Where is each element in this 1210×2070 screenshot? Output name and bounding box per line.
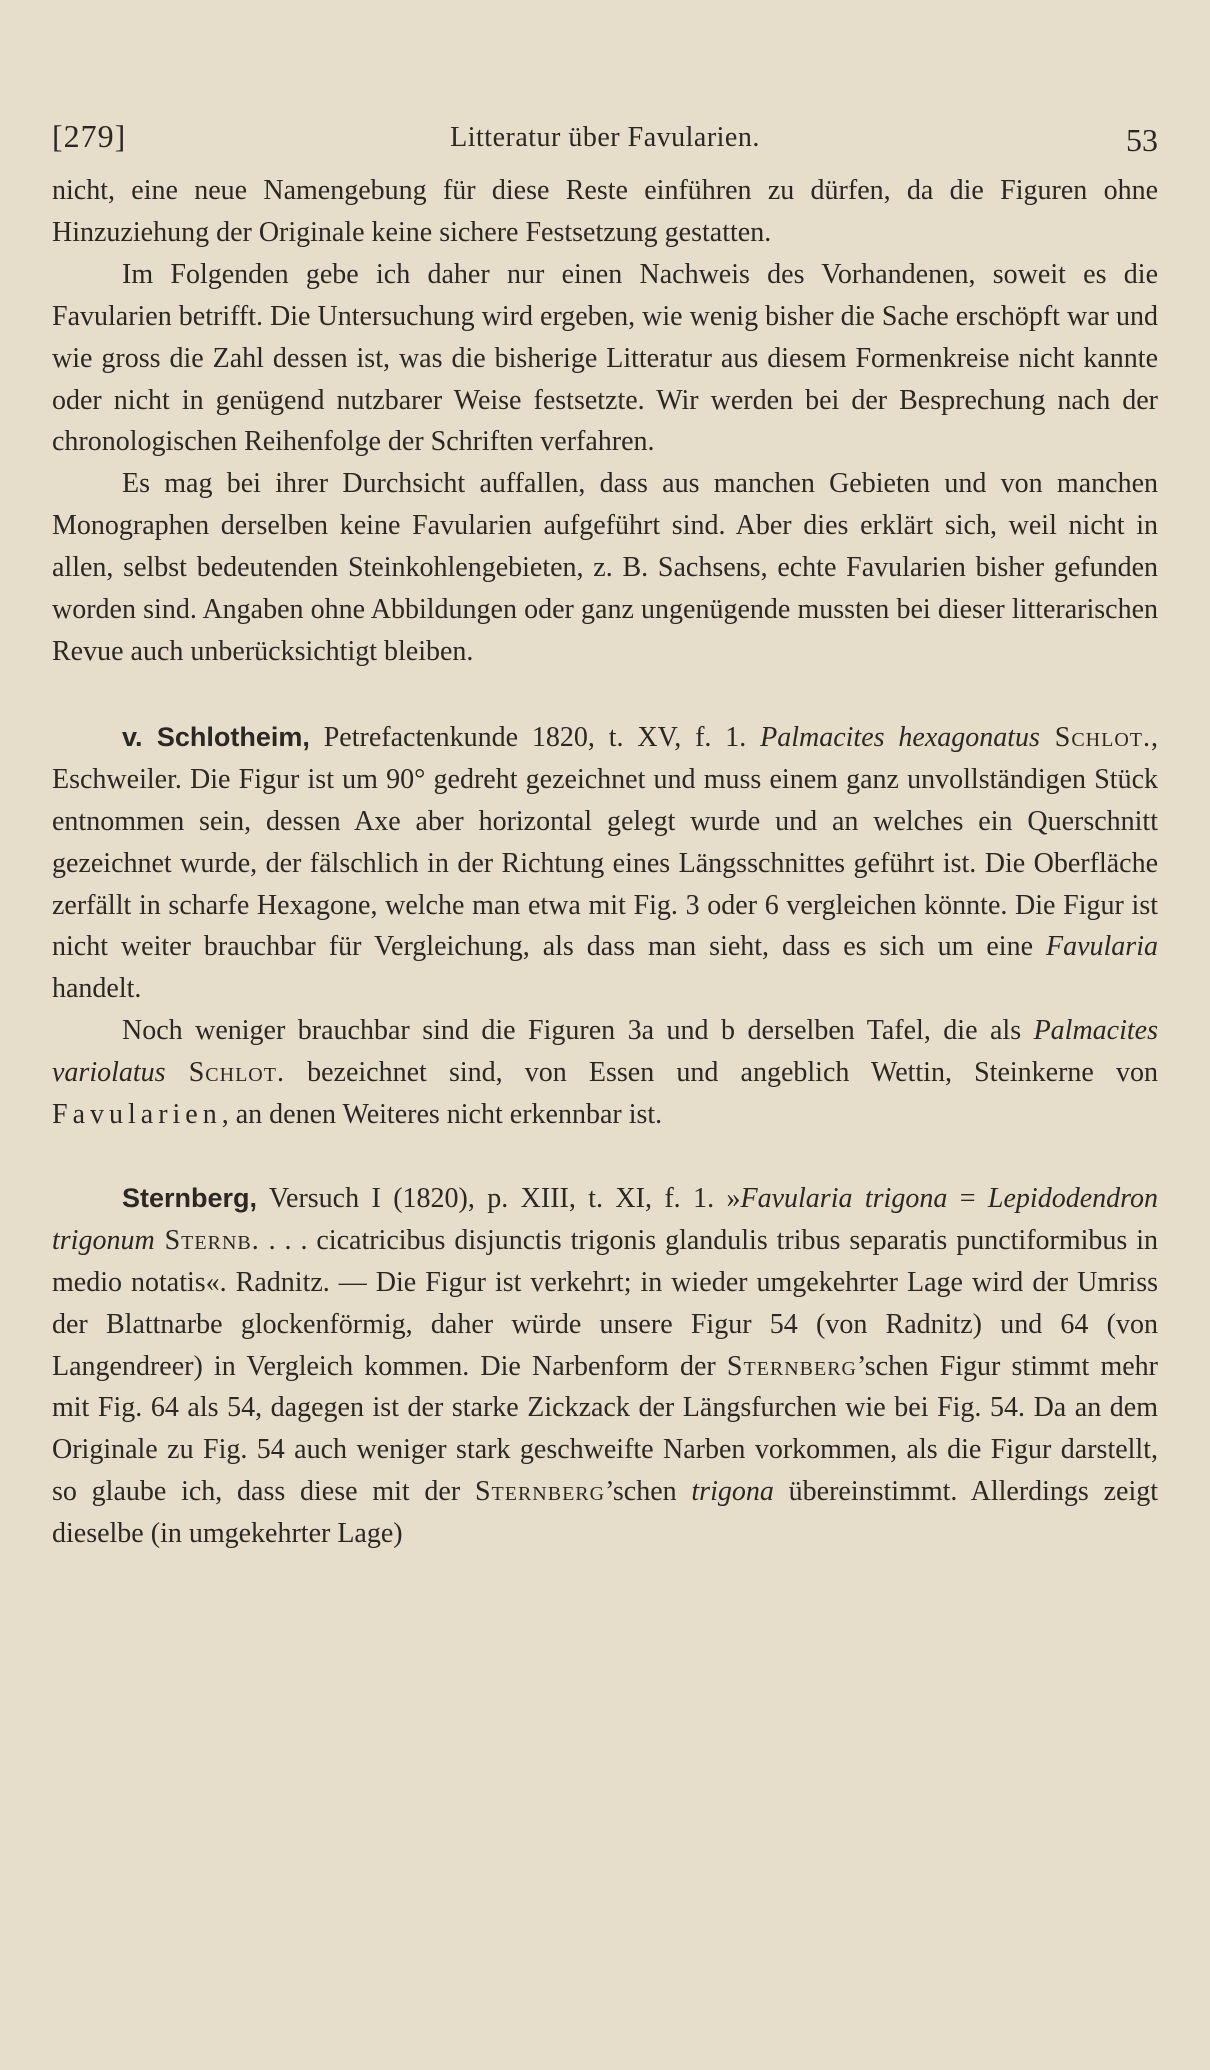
taxon-name: Lepidodendron trigonum xyxy=(52,1182,1158,1256)
page-number: 53 xyxy=(1126,122,1158,158)
taxon-name: Favularia xyxy=(1046,931,1158,963)
taxon-name: trigona xyxy=(691,1476,774,1508)
section-gap xyxy=(52,673,1158,717)
author-name: v. Schlotheim, xyxy=(122,721,310,752)
running-title: Litteratur über Favularien. xyxy=(450,122,760,153)
author-name: Sternberg, xyxy=(122,1182,258,1213)
page-number-bracketed: [279] xyxy=(52,118,127,154)
sternberg-entry: Sternberg, Versuch I (1820), p. XIII, t. XI, f. 1. »Favularia trigona = Lepidodendron trigonum Sternb. . . . cicatricibus disjunctis trigonis glandulis tribus separatis punctiformibus in medio notatis«. Radnitz. — Die Figur ist verkehrt; in wieder umgekehrter Lage wird der Umriss der Blattnarbe glockenförmig, daher würde unsere Figur 54 (von Radnitz) und 64 (von Langendreer) in Vergleich kommen. Die Narbenform der Sternberg’schen Figur stimmt mehr mit Fig. 64 als 54, dagegen ist der starke Zickzack der Längsfurchen wie bei Fig. 54. Da an dem Originale zu Fig. 54 auch weniger stark geschweifte Narben vorkommen, als die Figur darstellt, so glaube ich, dass diese mit der Sternberg’schen trigona übereinstimmt. Allerdings zeigt dieselbe (in umgekehrter Lage) xyxy=(52,1182,1159,1550)
paragraph: nicht, eine neue Namengebung für diese Reste einführen zu dürfen, da die Figuren ohne Hinzuziehung der Originale keine sichere Festsetzung gestatten. xyxy=(52,175,1158,248)
taxon-name: Palmacites variolatus xyxy=(52,1015,1158,1089)
paragraph: Im Folgenden gebe ich daher nur einen Nachweis des Vorhandenen, soweit es die Favularien betrifft. Die Untersuchung wird ergeben, wie wenig bisher die Sache erschöpft war und wie gross die Zahl dessen ist, was die bisherige Litteratur aus diesem Formenkreise nicht kannte oder nicht in genügend nutzbarer Weise festsetzte. Wir werden bei der Besprechung nach der chronologischen Reihenfolge der Schriften verfahren. xyxy=(52,258,1158,458)
paragraph: Noch weniger brauchbar sind die Figuren 3a und b derselben Tafel, die als Palmacites variolatus Schlot. bezeichnet sind, von Essen und angeblich Wettin, Steinkerne von Favularien, an denen Weiteres nicht erkennbar ist. xyxy=(52,1015,1158,1131)
taxon-name: Palmacites hexagonatus xyxy=(760,721,1040,753)
section-gap xyxy=(52,1136,1158,1178)
paragraph: Es mag bei ihrer Durchsicht auffallen, dass aus manchen Gebieten und von manchen Monographen derselben keine Favularien aufgeführt sind. Aber dies erklärt sich, weil nicht in allen, selbst bedeutenden Steinkohlengebieten, z. B. Sachsens, echte Favularien bisher gefunden worden sind. Angaben ohne Abbildungen oder ganz ungenügende mussten bei dieser litterarischen Revue auch unberücksichtigt bleiben. xyxy=(52,468,1158,667)
body-text xyxy=(52,170,1158,1555)
page-header xyxy=(52,118,1158,170)
taxon-name: Favularia trigona xyxy=(740,1182,948,1214)
schlotheim-entry: v. Schlotheim, Petrefactenkunde 1820, t. XV, f. 1. Palmacites hexagonatus Schlot., Eschweiler. Die Figur ist um 90° gedreht gezeichnet und muss einem ganz unvollständigen Stück entnommen sein, dessen Axe aber horizontal gelegt wurde und an welches ein Querschnitt gezeichnet wurde, der fälschlich in der Richtung eines Längsschnittes geführt ist. Die Oberfläche zerfällt in scharfe Hexagone, welche man etwa mit Fig. 3 oder 6 vergleichen könnte. Die Figur ist nicht weiter brauchbar für Vergleichung, als dass man sieht, dass es sich um eine Favularia handelt. xyxy=(52,721,1159,1005)
spaced-word: Favularien xyxy=(52,1099,222,1131)
